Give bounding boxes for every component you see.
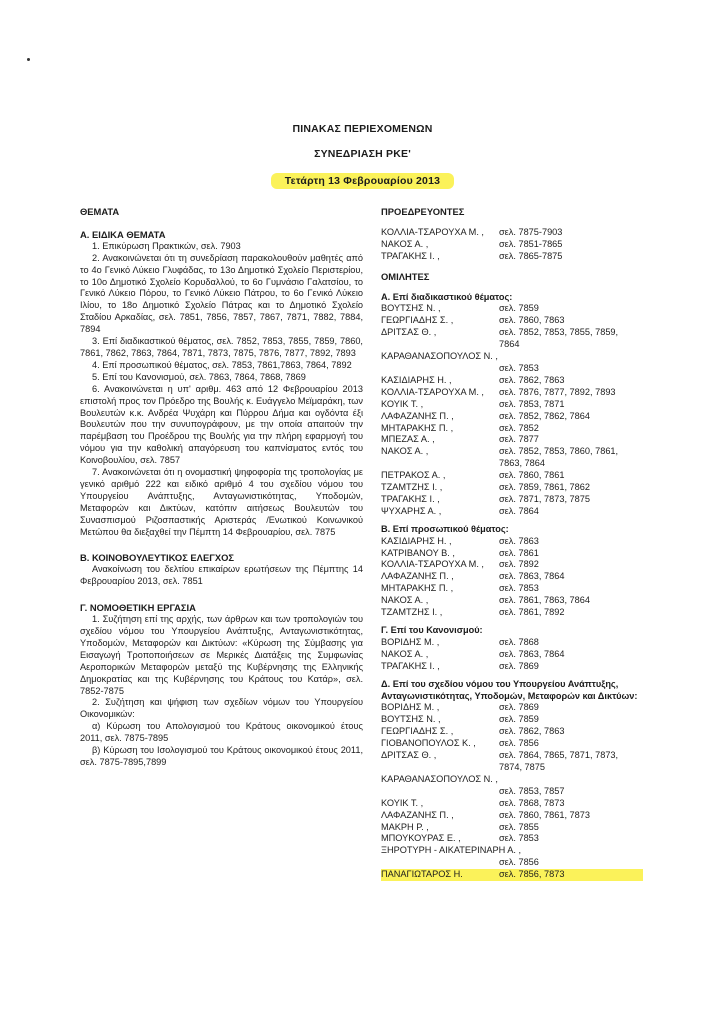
speaker-name: ΒΟΥΤΣΗΣ Ν. , [381,303,441,314]
speaker-row [381,494,643,506]
speaker-name: ΞΗΡΟΤΥΡΗ - ΑΙΚΑΤΕΡΙΝΑΡΗ Α. , [381,845,522,856]
group-d-title: Δ. Επί του σχεδίου νόμου του Υπουργείου Ανάπτυξης, Ανταγωνιστικότητας, Υποδομών, Μεταφορών και Δικτύων: [381,678,638,701]
speaker-row [381,399,643,411]
speaker-pages: σελ. 7875-7903 [499,226,563,237]
speaker-pages: σελ. 7865-7875 [499,250,563,261]
speaker-row [381,571,643,583]
section-b-title: Β. ΚΟΙΝΟΒΟΥΛΕΥΤΙΚΟΣ ΕΛΕΓΧΟΣ [80,552,234,564]
speaker-name: ΝΑΚΟΣ Α. , [381,446,429,457]
speaker-pages: σελ. 7868, 7873 [499,797,565,808]
section-a-item: 1. Επικύρωση Πρακτικών, σελ. 7903 [92,240,241,251]
speaker-name: ΠΕΤΡΑΚΟΣ Α. , [381,470,446,481]
speaker-name: ΝΑΚΟΣ Α. , [381,648,429,659]
speaker-row [381,750,643,762]
section-a-item: 2. Ανακοινώνεται ότι τη συνεδρίαση παρακολουθούν μαθητές από το 4ο Γενικό Λύκειο Γλυφάδας, το 13ο Δημοτικό Σχολείο Περιστερίου, το 10ο Δημοτικό Σχολείο Κορυδαλλού, το 6ο Γυμνάσιο Γαλατσίου, το Γενικό Λύκειο Πόρου, το Γενικό Λύκειο Πάτρου, το 6ο Γενικό Λύκειο Ιλίου, το 18ο Δημοτικό Σχολείο Πάτρας και το Δημοτικό Σχολείο Σταδίου Αρκαδίας, σελ. 7851, 7856, 7857, 7867, 7871, 7882, 7884, 7894 [80,252,363,335]
speaker-row [381,702,643,714]
group-a-list [381,303,643,517]
document-title: ΠΙΝΑΚΑΣ ΠΕΡΙΕΧΟΜΕΝΩΝ [292,123,433,135]
speaker-pages: σελ. 7861, 7863, 7864 [499,595,590,606]
speaker-row [381,327,643,339]
speaker-pages-continued: 7863, 7864 [499,458,545,469]
speaker-name: ΠΑΝΑΓΙΩΤΑΡΟΣ Η. [381,869,499,881]
speaker-pages: σελ. 7859 [499,714,539,725]
speaker-pages: σελ. 7892 [499,559,539,570]
speaker-name: ΚΑΡΑΘΑΝΑΣΟΠΟΥΛΟΣ Ν. , [381,773,498,784]
group-c-list [381,637,643,673]
speaker-name: ΓΕΩΡΓΙΑΔΗΣ Σ. , [381,726,454,737]
speaker-name: ΜΑΚΡΗ Ρ. , [381,821,429,832]
section-a-item: 4. Επί προσωπικού θέματος, σελ. 7853, 7861,7863, 7864, 7892 [92,359,352,370]
speaker-row [381,559,643,571]
speaker-pages: σελ. 7868 [499,636,539,647]
section-c-subitem: α) Κύρωση του Απολογισμού του Κράτους οικονομικού έτους 2011, σελ. 7875-7895 [80,721,363,744]
speaker-name: ΚΟΛΛΙΑ-ΤΣΑΡΟΥΧΑ Μ. , [381,386,484,397]
speaker-row [381,845,643,857]
speaker-name: ΤΖΑΜΤΖΗΣ Ι. , [381,482,443,493]
speaker-name: ΤΡΑΓΑΚΗΣ Ι. , [381,660,440,671]
speaker-name: ΒΟΥΤΣΗΣ Ν. , [381,714,441,725]
speaker-pages: σελ. 7863 [499,535,539,546]
speaker-name: ΤΖΑΜΤΖΗΣ Ι. , [381,607,443,618]
speaker-name: ΛΑΦΑΖΑΝΗΣ Π. , [381,809,454,820]
speaker-name: ΤΡΑΓΑΚΗΣ Ι. , [381,493,440,504]
section-c-subitem: β) Κύρωση του Ισολογισμού του Κράτους οικονομικού έτους 2011, σελ. 7875-7895,7899 [80,745,363,767]
speaker-row [381,637,643,649]
speaker-row [381,434,643,446]
speaker-name: ΚΟΥΙΚ Τ. , [381,398,424,409]
session-title: ΣΥΝΕΔΡΙΑΣΗ ΡΚΕ' [314,148,411,160]
speaker-pages: σελ. 7860, 7863 [499,315,565,326]
speakers-column [381,206,643,881]
speaker-pages: σελ. 7852, 7853, 7860, 7861, [499,446,619,457]
speaker-row [381,227,643,239]
presiding-list [381,227,643,263]
group-c-title: Γ. Επί του Κανονισμού: [381,625,483,635]
speaker-name: ΚΑΣΙΔΙΑΡΗΣ Η. , [381,374,452,385]
speaker-pages: σελ. 7853, 7871 [499,398,565,409]
speaker-row [381,869,643,881]
speaker-pages: σελ. 7860, 7861 [499,470,565,481]
speaker-pages: σελ. 7851-7865 [499,238,563,249]
speaker-pages: σελ. 7852, 7862, 7864 [499,410,590,421]
speaker-row [381,303,643,315]
speaker-name: ΔΡΙΤΣΑΣ Θ. , [381,750,437,761]
section-a-item: 3. Επί διαδικαστικού θέματος, σελ. 7852, 7853, 7855, 7859, 7860, 7861, 7862, 7863, 7864, 7871, 7873, 7875, 7876, 7877, 7892, 7893 [80,336,363,358]
session-date [0,171,725,189]
speaker-name: ΚΑΡΑΘΑΝΑΣΟΠΟΥΛΟΣ Ν. , [381,351,498,362]
speaker-name: ΛΑΦΑΖΑΝΗΣ Π. , [381,571,454,582]
section-c-item: 2. Συζήτηση και ψήφιση των σχεδίων νόμων του Υπουργείου Οικονομικών: [80,697,363,720]
speaker-name: ΚΟΛΛΙΑ-ΤΣΑΡΟΥΧΑ Μ. , [381,559,484,570]
speaker-pages: σελ. 7856, 7873 [499,869,643,881]
speaker-pages-continued: σελ. 7853 [499,362,539,373]
speaker-pages: σελ. 7864, 7865, 7871, 7873, [499,750,619,761]
speaker-row [381,738,643,750]
speaker-name: ΚΟΛΛΙΑ-ΤΣΑΡΟΥΧΑ Μ. , [381,226,484,237]
speaker-pages: σελ. 7871, 7873, 7875 [499,493,590,504]
speaker-pages: σελ. 7864 [499,505,539,516]
speaker-name: ΝΑΚΟΣ Α. , [381,595,429,606]
speaker-name: ΚΑΤΡΙΒΑΝΟΥ Β. , [381,547,455,558]
speaker-pages: σελ. 7860, 7861, 7873 [499,809,590,820]
speaker-pages-continued: σελ. 7853, 7857 [499,785,565,796]
speaker-row [381,423,643,435]
scan-speck [27,58,30,61]
speaker-name: ΓΙΟΒΑΝΟΠΟΥΛΟΣ Κ. , [381,738,476,749]
speaker-name: ΒΟΡΙΔΗΣ Μ. , [381,702,440,713]
speaker-row [381,351,643,363]
session-date-highlight: Τετάρτη 13 Φεβρουαρίου 2013 [271,173,454,189]
speaker-row [381,482,643,494]
section-a-title: Α. ΕΙΔΙΚΑ ΘΕΜΑΤΑ [80,228,166,240]
speaker-row [381,548,643,560]
speaker-row [381,375,643,387]
speaker-pages: σελ. 7876, 7877, 7892, 7893 [499,386,616,397]
speaker-row [381,446,643,458]
speaker-name: ΜΗΤΑΡΑΚΗΣ Π. , [381,422,454,433]
topics-heading: ΘΕΜΑΤΑ [80,206,120,217]
group-d-list [381,702,643,881]
section-a-item: 5. Επί του Κανονισμού, σελ. 7863, 7864, 7868, 7869 [92,371,306,382]
speaker-name: ΒΟΡΙΔΗΣ Μ. , [381,636,440,647]
speaker-name: ΨΥΧΑΡΗΣ Α. , [381,505,442,516]
group-b-title: Β. Επί προσωπικού θέματος: [381,523,509,534]
speaker-row [381,387,643,399]
speaker-pages: σελ. 7869 [499,660,539,671]
speaker-name: ΤΡΑΓΑΚΗΣ Ι. , [381,250,440,261]
speaker-row [381,798,643,810]
speaker-pages-continued: 7864 [499,339,520,350]
speaker-pages: σελ. 7863, 7864 [499,648,565,659]
speaker-pages: σελ. 7853 [499,833,539,844]
speaker-row [381,833,643,845]
speaker-name: ΔΡΙΤΣΑΣ Θ. , [381,327,437,338]
speaker-name: ΜΠΟΥΚΟΥΡΑΣ Ε. , [381,833,461,844]
speaker-pages: σελ. 7855 [499,821,539,832]
speaker-row [381,714,643,726]
speaker-pages: σελ. 7861 [499,547,539,558]
speaker-pages: σελ. 7861, 7892 [499,607,565,618]
speaker-name: ΜΠΕΖΑΣ Α. , [381,434,435,445]
speaker-name: ΝΑΚΟΣ Α. , [381,238,429,249]
speaker-pages: σελ. 7863, 7864 [499,571,565,582]
speaker-row [381,315,643,327]
speaker-pages: σελ. 7862, 7863 [499,726,565,737]
speaker-row [381,607,643,619]
speaker-row [381,251,643,263]
speaker-row [381,726,643,738]
speaker-row [381,822,643,834]
group-b-list [381,536,643,619]
speaker-row [381,411,643,423]
speaker-name: ΜΗΤΑΡΑΚΗΣ Π. , [381,583,454,594]
speaker-row [381,774,643,786]
speaker-row [381,506,643,518]
section-b-text: Ανακοίνωση του δελτίου επικαίρων ερωτήσεων της Πέμπτης 14 Φεβρουαρίου 2013, σελ. 7851 [80,564,363,587]
speaker-pages: σελ. 7869 [499,702,539,713]
speaker-name: ΛΑΦΑΖΑΝΗΣ Π. , [381,410,454,421]
speaker-name: ΚΑΣΙΔΙΑΡΗΣ Η. , [381,535,452,546]
speaker-name: ΓΕΩΡΓΙΑΔΗΣ Σ. , [381,315,454,326]
speaker-pages: σελ. 7859, 7861, 7862 [499,482,590,493]
speaker-name: ΚΟΥΙΚ Τ. , [381,797,424,808]
speaker-row [381,536,643,548]
speaker-pages: σελ. 7859 [499,303,539,314]
speaker-pages: σελ. 7856 [499,738,539,749]
speaker-pages: σελ. 7862, 7863 [499,374,565,385]
speaker-pages-continued: σελ. 7856 [499,857,539,868]
section-a-item: 7. Ανακοινώνεται ότι η ονομαστική ψηφοφορία της τροπολογίας με γενικό αριθμό 222 και ειδικό αριθμό 4 του σχεδίου νόμου του Υπουργείου Ανάπτυξης, Ανταγωνιστικότητας, Υποδομών, Μεταφορών και Δικτύων, κατόπιν αιτήσεως Βουλευτών του Συνασπισμού Ριζοσπαστικής Αριστεράς /Ενωτικού Κοινωνικού Μετώπου θα διεξαχθεί την Πέμπτη 14 Φεβρουαρίου, σελ. 7875 [80,467,363,537]
speaker-row [381,810,643,822]
group-a-title: Α. Επί διαδικαστικού θέματος: [381,291,513,302]
section-a-item: 6. Ανακοινώνεται η υπ' αριθμ. 463 από 12 Φεβρουαρίου 2013 επιστολή προς τον Πρόεδρο της Βουλής κ. Ευάγγελο Μεϊμαράκη, των Βουλευτών κ.κ. Ανδρέα Ψυχάρη και Πύρρου Δήμα και ογδόντα έξι Βουλευτών που την συνυπογράφουν, με την οποία απαιτούν την παρέμβαση του Προέδρου της Βουλής για την πλήρη εφαρμογή του νόμου για την καθολική απαγόρευση του καπνίσματος εντός του Κοινοβουλίου, σελ. 7857 [80,383,363,466]
topics-column [80,206,363,769]
presiding-heading: ΠΡΟΕΔΡΕΥΟΝΤΕΣ [381,206,465,217]
speaker-row [381,661,643,673]
speakers-heading: ΟΜΙΛΗΤΕΣ [381,270,430,282]
section-c-item: 1. Συζήτηση επί της αρχής, των άρθρων και των τροπολογιών του σχεδίου νόμου του Υπουργείου Ανάπτυξης, Ανταγωνιστικότητας, Υποδομών, Μεταφορών και Δικτύων: «Κύρωση της Σύμβασης για Εισαγωγή Τροποποιήσεων σε Μερικές Διατάξεις της Συμφωνίας Αεροπορικών Μεταφορών μεταξύ της Κυβέρνησης της Ελληνικής Δημοκρατίας και της Κυβέρνησης του Κράτους του Κατάρ», σελ. 7852-7875 [80,614,363,696]
speaker-pages: σελ. 7877 [499,434,539,445]
speaker-row [381,583,643,595]
speaker-pages: σελ. 7853 [499,583,539,594]
speaker-row [381,239,643,251]
speaker-row [381,595,643,607]
speaker-row [381,470,643,482]
speaker-pages-continued: 7874, 7875 [499,761,545,772]
speaker-pages: σελ. 7852 [499,422,539,433]
section-c-title: Γ. ΝΟΜΟΘΕΤΙΚΗ ΕΡΓΑΣΙΑ [80,602,196,614]
speaker-row [381,649,643,661]
speaker-pages: σελ. 7852, 7853, 7855, 7859, [499,327,619,338]
